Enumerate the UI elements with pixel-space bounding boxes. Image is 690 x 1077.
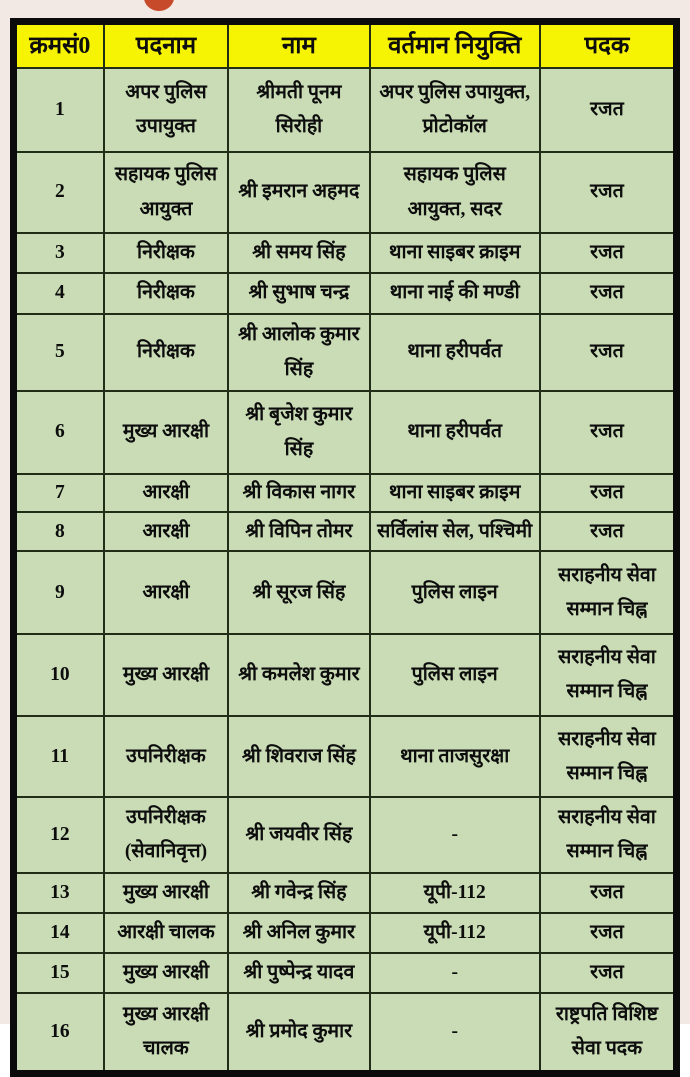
cell-sno: 16 xyxy=(14,993,104,1074)
cell-sno: 8 xyxy=(14,512,104,551)
cell-name: श्री प्रमोद कुमार xyxy=(228,993,369,1074)
table-row xyxy=(14,993,677,1074)
cell-name: श्री समय सिंह xyxy=(228,233,369,273)
cropped-heading-dot xyxy=(144,0,174,11)
cell-medal: रजत xyxy=(540,391,677,474)
cell-name: श्री बृजेश कुमार सिंह xyxy=(228,391,369,474)
cell-posting: थाना ताजसुरक्षा xyxy=(370,716,540,797)
cell-sno: 2 xyxy=(14,152,104,233)
cell-name: श्री विपिन तोमर xyxy=(228,512,369,551)
cell-sno: 3 xyxy=(14,233,104,273)
cell-sno: 12 xyxy=(14,797,104,873)
table-row xyxy=(14,953,677,993)
cell-posting: - xyxy=(370,797,540,873)
cell-name: श्री इमरान अहमद xyxy=(228,152,369,233)
cell-sno: 15 xyxy=(14,953,104,993)
cell-designation: मुख्य आरक्षी xyxy=(104,953,229,993)
cell-sno: 14 xyxy=(14,913,104,953)
cell-posting: अपर पुलिस उपायुक्त, प्रोटोकॉल xyxy=(370,68,540,152)
table-row xyxy=(14,512,677,551)
cell-designation: आरक्षी xyxy=(104,512,229,551)
table-row xyxy=(14,314,677,391)
cell-name: श्री कमलेश कुमार xyxy=(228,634,369,716)
cell-sno: 11 xyxy=(14,716,104,797)
cell-designation: अपर पुलिस उपायुक्त xyxy=(104,68,229,152)
cell-name: श्री आलोक कुमार सिंह xyxy=(228,314,369,391)
table-row xyxy=(14,391,677,474)
cell-sno: 13 xyxy=(14,873,104,913)
cell-posting: यूपी-112 xyxy=(370,913,540,953)
cell-posting: सहायक पुलिस आयुक्त, सदर xyxy=(370,152,540,233)
header-row xyxy=(14,22,677,69)
cell-posting: यूपी-112 xyxy=(370,873,540,913)
table-row xyxy=(14,152,677,233)
cell-sno: 1 xyxy=(14,68,104,152)
header-cell-posting: वर्तमान नियुक्ति xyxy=(370,22,540,69)
cell-designation: आरक्षी xyxy=(104,551,229,634)
header-cell-name: नाम xyxy=(228,22,369,69)
cell-name: श्री शिवराज सिंह xyxy=(228,716,369,797)
table-row xyxy=(14,634,677,716)
cell-medal: रजत xyxy=(540,474,677,512)
header-cell-sno: क्रमसं0 xyxy=(14,22,104,69)
cell-sno: 5 xyxy=(14,314,104,391)
cell-designation: आरक्षी चालक xyxy=(104,913,229,953)
cell-medal: रजत xyxy=(540,273,677,314)
cell-name: श्री सुभाष चन्द्र xyxy=(228,273,369,314)
cell-designation: निरीक्षक xyxy=(104,273,229,314)
cell-medal: रजत xyxy=(540,233,677,273)
medal-awardees-table xyxy=(10,18,680,1077)
cell-medal: रजत xyxy=(540,873,677,913)
cell-designation: मुख्य आरक्षी xyxy=(104,634,229,716)
cell-medal: रजत xyxy=(540,953,677,993)
cell-posting: थाना नाई की मण्डी xyxy=(370,273,540,314)
cell-medal: रजत xyxy=(540,68,677,152)
table-row xyxy=(14,68,677,152)
table-row xyxy=(14,233,677,273)
cell-sno: 6 xyxy=(14,391,104,474)
cell-designation: निरीक्षक xyxy=(104,233,229,273)
cell-designation: उपनिरीक्षक xyxy=(104,716,229,797)
cell-medal: सराहनीय सेवा सम्मान चिह्न xyxy=(540,634,677,716)
cell-posting: पुलिस लाइन xyxy=(370,634,540,716)
cell-posting: सर्विलांस सेल, पश्चिमी xyxy=(370,512,540,551)
cell-designation: मुख्य आरक्षी चालक xyxy=(104,993,229,1074)
cell-posting: पुलिस लाइन xyxy=(370,551,540,634)
cell-designation: सहायक पुलिस आयुक्त xyxy=(104,152,229,233)
header-cell-designation: पदनाम xyxy=(104,22,229,69)
cell-sno: 10 xyxy=(14,634,104,716)
cell-name: श्री गवेन्द्र सिंह xyxy=(228,873,369,913)
cell-posting: - xyxy=(370,953,540,993)
table-row xyxy=(14,913,677,953)
cell-name: श्री अनिल कुमार xyxy=(228,913,369,953)
cell-designation: मुख्य आरक्षी xyxy=(104,391,229,474)
cell-name: श्री जयवीर सिंह xyxy=(228,797,369,873)
cell-medal: रजत xyxy=(540,314,677,391)
cell-posting: थाना हरीपर्वत xyxy=(370,391,540,474)
cell-sno: 7 xyxy=(14,474,104,512)
cell-designation: उपनिरीक्षक (सेवानिवृत्त) xyxy=(104,797,229,873)
table-row xyxy=(14,873,677,913)
cell-medal: रजत xyxy=(540,512,677,551)
cell-name: श्री पुष्पेन्द्र यादव xyxy=(228,953,369,993)
table-row xyxy=(14,273,677,314)
cell-designation: आरक्षी xyxy=(104,474,229,512)
cell-name: श्रीमती पूनम सिरोही xyxy=(228,68,369,152)
cell-medal: सराहनीय सेवा सम्मान चिह्न xyxy=(540,797,677,873)
header-cell-medal: पदक xyxy=(540,22,677,69)
cell-medal: रजत xyxy=(540,152,677,233)
cell-name: श्री विकास नागर xyxy=(228,474,369,512)
table-row xyxy=(14,797,677,873)
cell-posting: थाना साइबर क्राइम xyxy=(370,474,540,512)
table-row xyxy=(14,716,677,797)
table-row xyxy=(14,551,677,634)
cell-medal: सराहनीय सेवा सम्मान चिह्न xyxy=(540,551,677,634)
cell-medal: राष्ट्रपति विशिष्ट सेवा पदक xyxy=(540,993,677,1074)
cell-name: श्री सूरज सिंह xyxy=(228,551,369,634)
cell-sno: 4 xyxy=(14,273,104,314)
cell-posting: थाना साइबर क्राइम xyxy=(370,233,540,273)
cell-medal: सराहनीय सेवा सम्मान चिह्न xyxy=(540,716,677,797)
cell-posting: थाना हरीपर्वत xyxy=(370,314,540,391)
cell-posting: - xyxy=(370,993,540,1074)
cell-sno: 9 xyxy=(14,551,104,634)
cell-designation: मुख्य आरक्षी xyxy=(104,873,229,913)
cell-designation: निरीक्षक xyxy=(104,314,229,391)
cell-medal: रजत xyxy=(540,913,677,953)
table-row xyxy=(14,474,677,512)
